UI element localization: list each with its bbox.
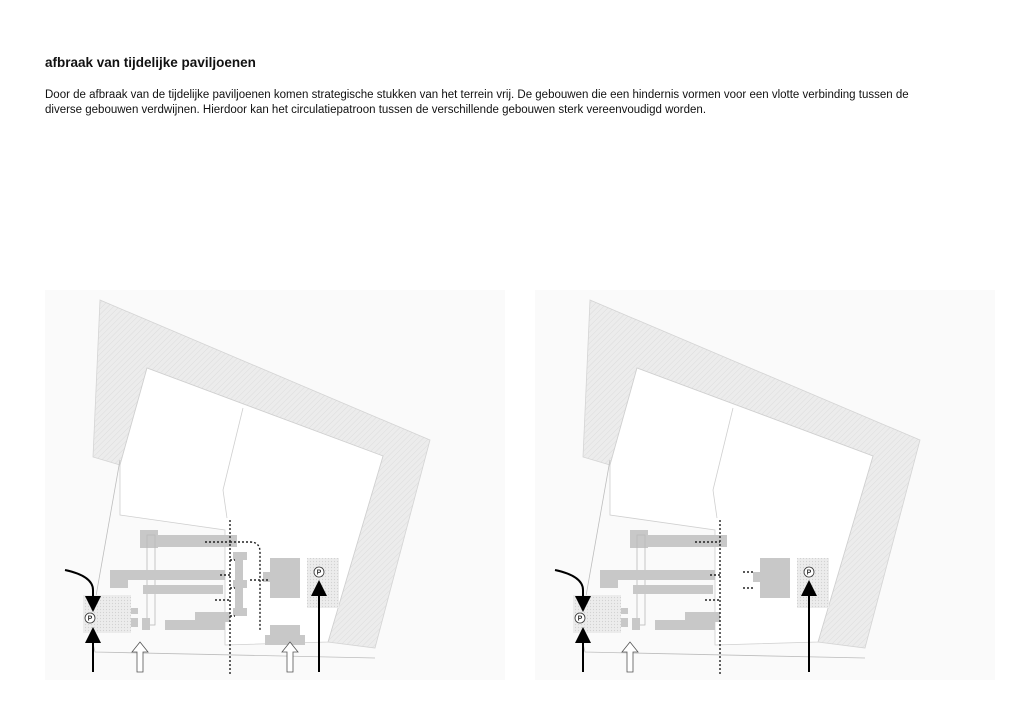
site-plan-after: [535, 290, 995, 680]
east-building: [270, 558, 300, 598]
parking-sign-east: [804, 567, 814, 577]
parking-label: P: [806, 569, 812, 577]
intro-paragraph: [45, 88, 985, 118]
east-building: [760, 558, 790, 598]
parking-sign-east: [314, 567, 324, 577]
parking-label: P: [316, 569, 322, 577]
intro-line-2: diverse gebouwen verdwijnen. Hierdoor kan het circulatiepatroon tussen de verschillende gebouwen sterk vereenvoudigd worden.: [45, 104, 707, 116]
parking-sign-west: [575, 613, 585, 623]
parking-label: P: [577, 615, 583, 623]
site-plan-before: [45, 290, 505, 680]
parking-sign-west: [85, 613, 95, 623]
intro-line-1: Door de afbraak van de tijdelijke paviljoenen komen strategische stukken van het terrein vrij. De gebouwen die een hindernis vormen voor een vlotte verbinding tussen de: [45, 89, 909, 101]
parking-east: [797, 558, 829, 608]
parking-east: [307, 558, 339, 608]
page-title: afbraak van tijdelijke paviljoenen: [45, 55, 256, 70]
parking-label: P: [87, 615, 93, 623]
